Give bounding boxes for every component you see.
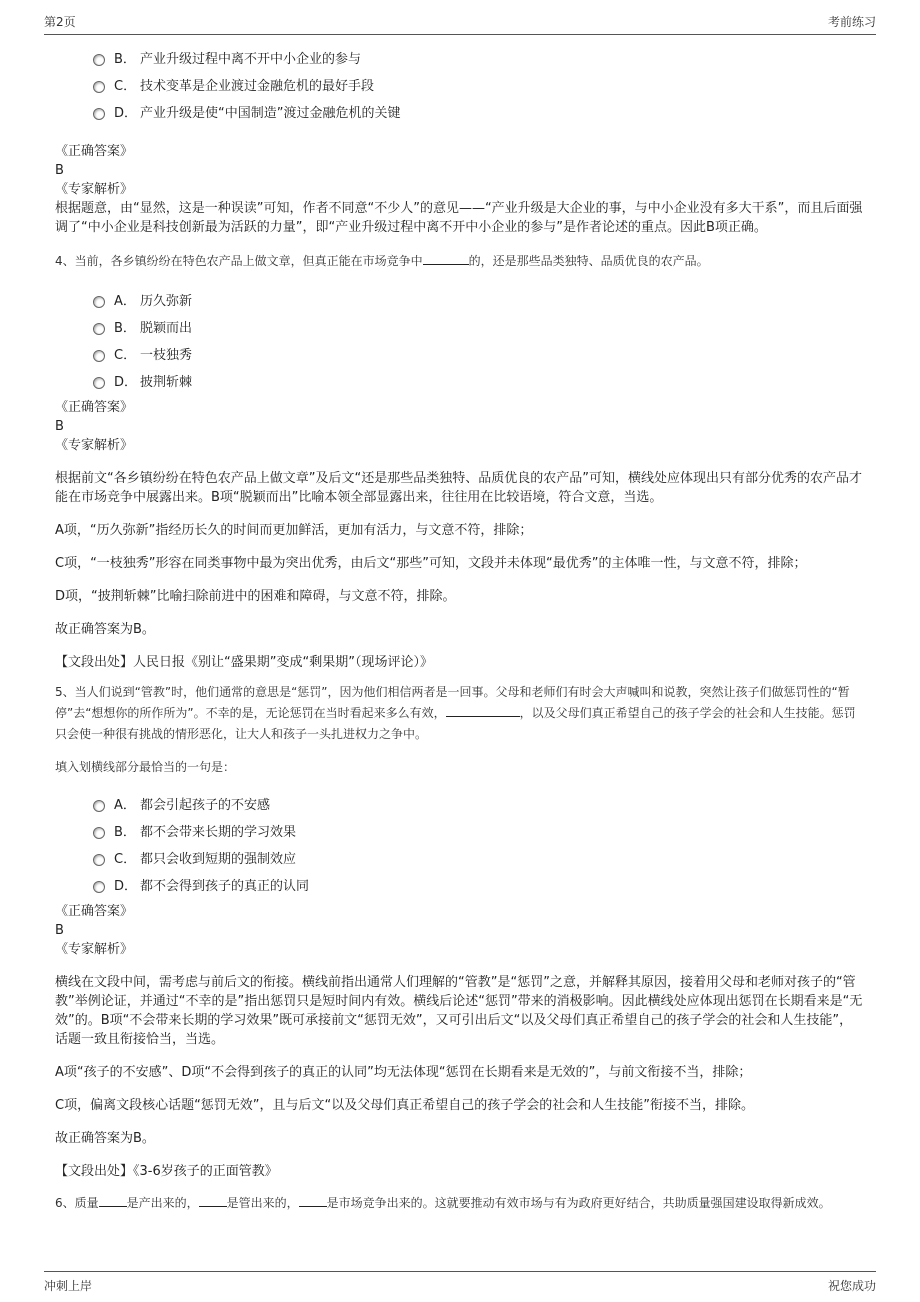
answer-label: 《正确答案》 bbox=[55, 400, 134, 415]
option-a[interactable]: A． 历久弥新 bbox=[93, 286, 863, 313]
fill-blank bbox=[199, 1194, 227, 1207]
option-b[interactable]: B． 产业升级过程中离不开中小企业的参与 bbox=[93, 44, 863, 71]
analysis-paragraph: 根据前文“各乡镇纷纷在特色农产品上做文章”及后文“还是那些品类独特、品质优良的农产品”可知，横线处应体现出只有部分优秀的农产品才能在市场竞争中展露出来。B项“脱颖而出”比喻本领全部显露出来，往往用在比较语境，符合文意，当选。 bbox=[55, 471, 862, 505]
q4-options bbox=[55, 286, 863, 394]
question-prompt: 填入划横线部分最恰当的一句是： bbox=[55, 760, 236, 774]
source-citation: 【文段出处】人民日报《别让“盛果期”变成“剩果期”（现场评论）》 bbox=[55, 655, 433, 670]
answer-conclusion: 故正确答案为B。 bbox=[55, 1131, 155, 1146]
answer-value: B bbox=[55, 419, 64, 434]
option-c[interactable]: C． 技术变革是企业渡过金融危机的最好手段 bbox=[93, 71, 863, 98]
page-content bbox=[55, 44, 863, 1214]
q5-options bbox=[55, 790, 863, 898]
radio-icon[interactable] bbox=[93, 800, 105, 812]
radio-icon[interactable] bbox=[93, 108, 105, 120]
analysis-paragraph: A项“孩子的不安感”、D项“不会得到孩子的真正的认同”均无法体现“惩罚在长期看来是无效的”，与前文衔接不当，排除； bbox=[55, 1065, 752, 1080]
analysis-paragraph: C项，“一枝独秀”形容在同类事物中最为突出优秀，由后文“那些”可知，文段并未体现“最优秀”的主体唯一性，与文意不符，排除； bbox=[55, 556, 807, 571]
option-b[interactable]: B． 都不会带来长期的学习效果 bbox=[93, 817, 863, 844]
answer-conclusion: 故正确答案为B。 bbox=[55, 622, 155, 637]
header-title: 考前练习 bbox=[827, 15, 876, 29]
page-number: 第2页 bbox=[44, 15, 76, 29]
radio-icon[interactable] bbox=[93, 296, 105, 308]
analysis-text: 根据题意，由“显然，这是一种误读”可知，作者不同意“不少人”的意见——“产业升级是大企业的事，与中小企业没有多大干系”，而且后面强调了“中小企业是科技创新最为活跃的力量”，即“产业升级过程中离不开中小企业的参与”是作者论述的重点。因此B项正确。 bbox=[55, 201, 863, 235]
analysis-paragraph: C项，偏离文段核心话题“惩罚无效”，且与后文“以及父母们真正希望自己的孩子学会的社会和人生技能”衔接不当，排除。 bbox=[55, 1098, 755, 1113]
analysis-paragraph: A项，“历久弥新”指经历长久的时间而更加鲜活，更加有活力，与文意不符，排除； bbox=[55, 523, 533, 538]
answer-value: B bbox=[55, 163, 64, 178]
option-a[interactable]: A． 都会引起孩子的不安感 bbox=[93, 790, 863, 817]
source-citation: 【文段出处】《3-6岁孩子的正面管教》 bbox=[55, 1164, 278, 1179]
fill-blank bbox=[446, 704, 520, 717]
fill-blank bbox=[99, 1194, 127, 1207]
footer-right: 祝您成功 bbox=[827, 1279, 876, 1293]
radio-icon[interactable] bbox=[93, 54, 105, 66]
radio-icon[interactable] bbox=[93, 350, 105, 362]
analysis-label: 《专家解析》 bbox=[55, 182, 134, 197]
question-6-stem: 6、质量 是产出来的， 是管出来的， 是市场竞争出来的。这就要推动有效市场与有为政府更好结合，共助质量强国建设取得新成效。 bbox=[55, 1196, 831, 1210]
option-d[interactable]: D． 披荆斩棘 bbox=[93, 367, 863, 394]
page-footer bbox=[44, 1271, 876, 1294]
footer-left: 冲刺上岸 bbox=[44, 1279, 93, 1293]
option-c[interactable]: C． 都只会收到短期的强制效应 bbox=[93, 844, 863, 871]
option-c[interactable]: C． 一枝独秀 bbox=[93, 340, 863, 367]
question-5-stem: 5、当人们说到“管教”时，他们通常的意思是“惩罚”，因为他们相信两者是一回事。父母和老师们有时会大声喊叫和说教，突然让孩子们做惩罚性的“暂停”去“想想你的所作所为”。不幸的是，无论惩罚在当时看起来多么有效， ，以及父母们真正希望自己的孩子学会的社会和人生技能。惩罚只会使一种很有挑战的情形恶化，让大人和孩子一头扎进权力之争中。 bbox=[55, 685, 856, 741]
radio-icon[interactable] bbox=[93, 881, 105, 893]
option-b[interactable]: B． 脱颖而出 bbox=[93, 313, 863, 340]
fill-blank bbox=[299, 1194, 327, 1207]
radio-icon[interactable] bbox=[93, 377, 105, 389]
page-header bbox=[44, 13, 876, 35]
fill-blank bbox=[423, 252, 469, 265]
radio-icon[interactable] bbox=[93, 827, 105, 839]
option-d[interactable]: D． 都不会得到孩子的真正的认同 bbox=[93, 871, 863, 898]
answer-value: B bbox=[55, 923, 64, 938]
answer-label: 《正确答案》 bbox=[55, 904, 134, 919]
answer-label: 《正确答案》 bbox=[55, 144, 134, 159]
analysis-paragraph: D项，“披荆斩棘”比喻扫除前进中的困难和障碍，与文意不符，排除。 bbox=[55, 589, 456, 604]
analysis-paragraph: 横线在文段中间，需考虑与前后文的衔接。横线前指出通常人们理解的“管教”是“惩罚”之意，并解释其原因，接着用父母和老师对孩子的“管教”举例论证，并通过“不幸的是”指出惩罚只是短时间内有效。横线后论述“惩罚”带来的消极影响。因此横线处应体现出惩罚在长期看来是“无效”的。B项“不会带来长期的学习效果”既可承接前文“惩罚无效”，又可引出后文“以及父母们真正希望自己的孩子学会的社会和人生技能”，话题一致且衔接恰当，当选。 bbox=[55, 975, 863, 1047]
radio-icon[interactable] bbox=[93, 854, 105, 866]
option-d[interactable]: D． 产业升级是使“中国制造”渡过金融危机的关键 bbox=[93, 98, 863, 125]
q3-options bbox=[55, 44, 863, 125]
radio-icon[interactable] bbox=[93, 81, 105, 93]
radio-icon[interactable] bbox=[93, 323, 105, 335]
analysis-label: 《专家解析》 bbox=[55, 438, 134, 453]
analysis-label: 《专家解析》 bbox=[55, 942, 134, 957]
question-4-stem: 4、当前，各乡镇纷纷在特色农产品上做文章，但真正能在市场竞争中 的，还是那些品类独特、品质优良的农产品。 bbox=[55, 254, 709, 268]
